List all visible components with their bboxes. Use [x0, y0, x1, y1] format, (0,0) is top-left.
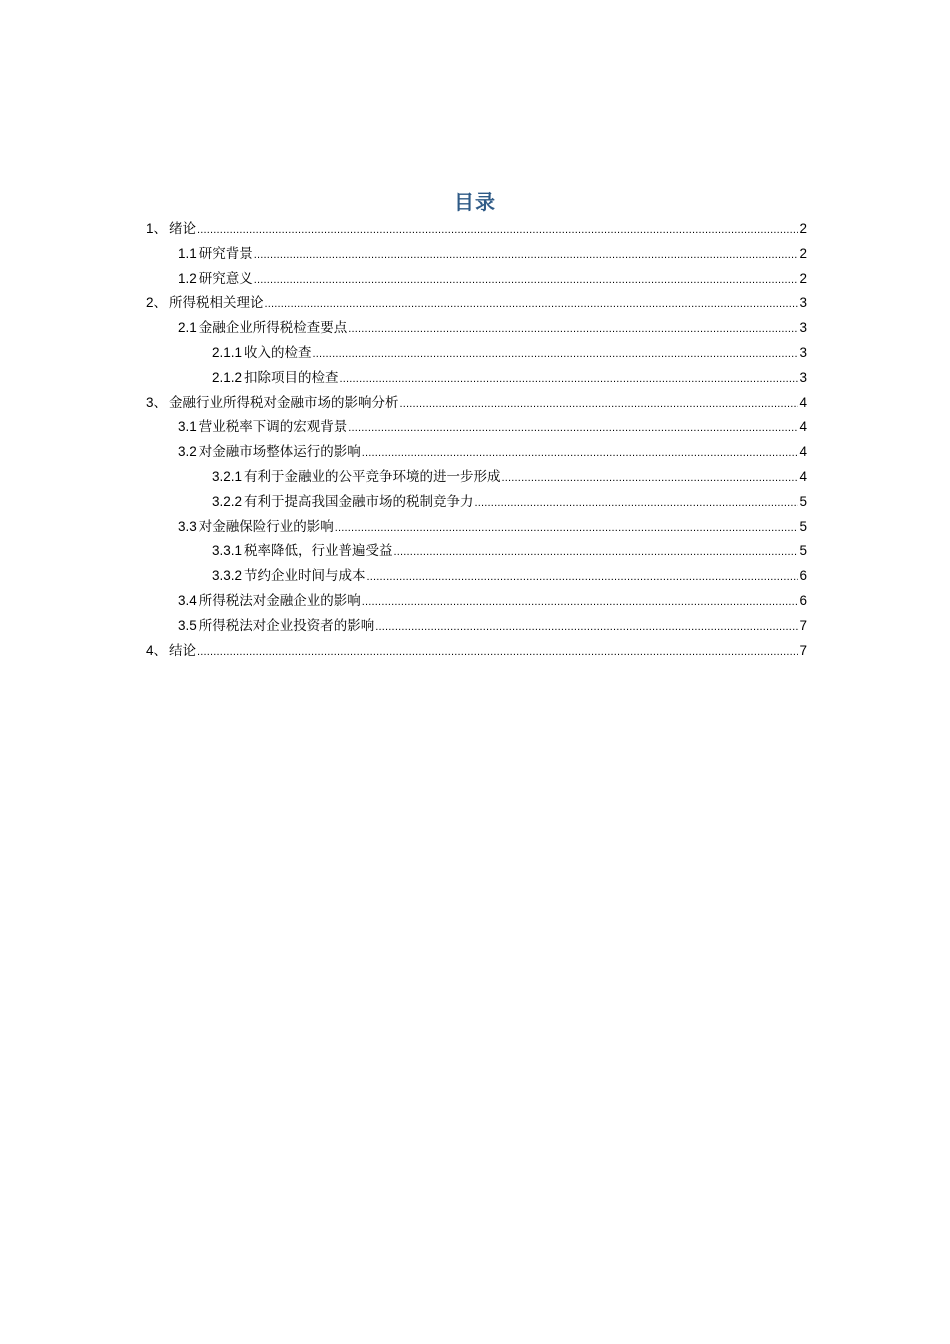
toc-dot-leader	[254, 268, 799, 293]
toc-entry-number: 2.1.2	[212, 369, 243, 385]
toc-title: 目录	[454, 190, 496, 214]
toc-entry-number: 3.1	[178, 419, 197, 435]
toc-entry[interactable]	[146, 242, 807, 267]
toc-entry[interactable]	[146, 291, 807, 316]
toc-entry-text: 金融行业所得税对金融市场的影响分析	[169, 394, 399, 411]
toc-dot-leader	[502, 466, 799, 491]
toc-entry-text: 有利于金融业的公平竞争环境的进一步形成	[244, 468, 501, 485]
toc-page-number: 6	[799, 568, 807, 584]
toc-entry-number: 3.2.2	[212, 493, 243, 509]
toc-page-number: 5	[799, 493, 807, 509]
toc-entry-number: 1.2	[178, 270, 197, 286]
toc-dot-leader	[394, 540, 799, 565]
toc-entry-text: 结论	[169, 642, 197, 659]
toc-page-number: 6	[799, 592, 807, 608]
toc-entry-text: 研究意义	[198, 270, 253, 287]
toc-dot-leader	[265, 292, 799, 317]
toc-entry-text: 金融企业所得税检查要点	[198, 320, 348, 337]
toc-page-number: 3	[799, 369, 807, 385]
toc-dot-leader	[340, 367, 799, 392]
toc-dot-leader	[335, 516, 799, 541]
toc-page-number: 4	[799, 468, 807, 484]
toc-entry[interactable]	[146, 639, 807, 664]
toc-page-number: 2	[799, 270, 807, 286]
toc-entry[interactable]	[146, 490, 807, 515]
toc-page-number: 4	[799, 444, 807, 460]
toc-dot-leader	[475, 491, 799, 516]
toc-dot-leader	[367, 565, 799, 590]
toc-page-number: 4	[799, 394, 807, 410]
toc-entry[interactable]	[146, 267, 807, 292]
toc-dot-leader	[375, 615, 798, 640]
toc-page-number: 7	[799, 642, 807, 658]
toc-dot-leader	[400, 392, 799, 417]
toc-entry-text: 所得税法对金融企业的影响	[198, 592, 361, 609]
toc-entry-text: 绪论	[169, 221, 197, 237]
toc-entry-text: 所得税相关理论	[169, 295, 264, 312]
toc-dot-leader	[362, 590, 799, 615]
toc-dot-leader	[348, 317, 798, 342]
toc-entry-number: 3.2	[178, 444, 197, 460]
toc-page-number: 3	[799, 320, 807, 336]
toc-entry-text: 扣除项目的检查	[244, 369, 339, 386]
toc-entry-number: 4、	[146, 642, 168, 658]
toc-entry-number: 3.4	[178, 592, 197, 608]
toc-entry-number: 3、	[146, 394, 168, 410]
toc-entry[interactable]	[146, 564, 807, 589]
toc-entry-text: 有利于提高我国金融市场的税制竞争力	[244, 493, 474, 510]
toc-page-number: 5	[799, 518, 807, 534]
toc-entry-number: 3.2.1	[212, 468, 243, 484]
toc-dot-leader	[197, 218, 798, 243]
toc-entry[interactable]	[146, 217, 807, 242]
toc-entry-number: 2、	[146, 295, 168, 311]
toc-entry[interactable]	[146, 415, 807, 440]
toc-entry[interactable]	[146, 366, 807, 391]
toc-page-number: 2	[799, 221, 807, 236]
toc-entry[interactable]	[146, 316, 807, 341]
toc-entry[interactable]	[146, 391, 807, 416]
toc-entry[interactable]	[146, 589, 807, 614]
toc-entry-text: 所得税法对企业投资者的影响	[198, 617, 375, 634]
toc-page-number: 5	[799, 543, 807, 559]
toc-entry-text: 对金融保险行业的影响	[198, 518, 334, 535]
toc-page-number: 2	[799, 245, 807, 261]
toc-entry[interactable]	[146, 614, 807, 639]
toc-entry-text: 营业税率下调的宏观背景	[198, 419, 348, 436]
toc-entry[interactable]	[146, 539, 807, 564]
toc-entry-text: 对金融市场整体运行的影响	[198, 444, 361, 461]
toc-dot-leader	[197, 640, 798, 665]
toc-entry[interactable]	[146, 440, 807, 465]
toc-page-number: 3	[799, 295, 807, 311]
toc-page-number: 4	[799, 419, 807, 435]
toc-entry-number: 3.5	[178, 617, 197, 633]
table-of-contents	[146, 217, 807, 663]
toc-entry-number: 1、	[146, 221, 168, 236]
toc-dot-leader	[348, 416, 798, 441]
toc-entry-number: 3.3	[178, 518, 197, 534]
toc-dot-leader	[254, 243, 799, 268]
toc-page-number: 7	[799, 617, 807, 633]
toc-entry-number: 2.1	[178, 320, 197, 336]
toc-dot-leader	[362, 441, 799, 466]
toc-entry[interactable]	[146, 465, 807, 490]
toc-dot-leader	[313, 342, 799, 367]
toc-entry-text: 节约企业时间与成本	[244, 568, 366, 585]
toc-entry-number: 2.1.1	[212, 344, 243, 360]
toc-entry-number: 3.3.1	[212, 543, 243, 559]
toc-entry-number: 1.1	[178, 245, 197, 261]
toc-page-number: 3	[799, 344, 807, 360]
toc-entry[interactable]	[146, 515, 807, 540]
toc-entry-text: 研究背景	[198, 245, 253, 262]
toc-entry-text: 收入的检查	[244, 344, 312, 361]
toc-entry-number: 3.3.2	[212, 568, 243, 584]
toc-entry-text: 税率降低，行业普遍受益	[244, 543, 393, 560]
toc-entry[interactable]	[146, 341, 807, 366]
